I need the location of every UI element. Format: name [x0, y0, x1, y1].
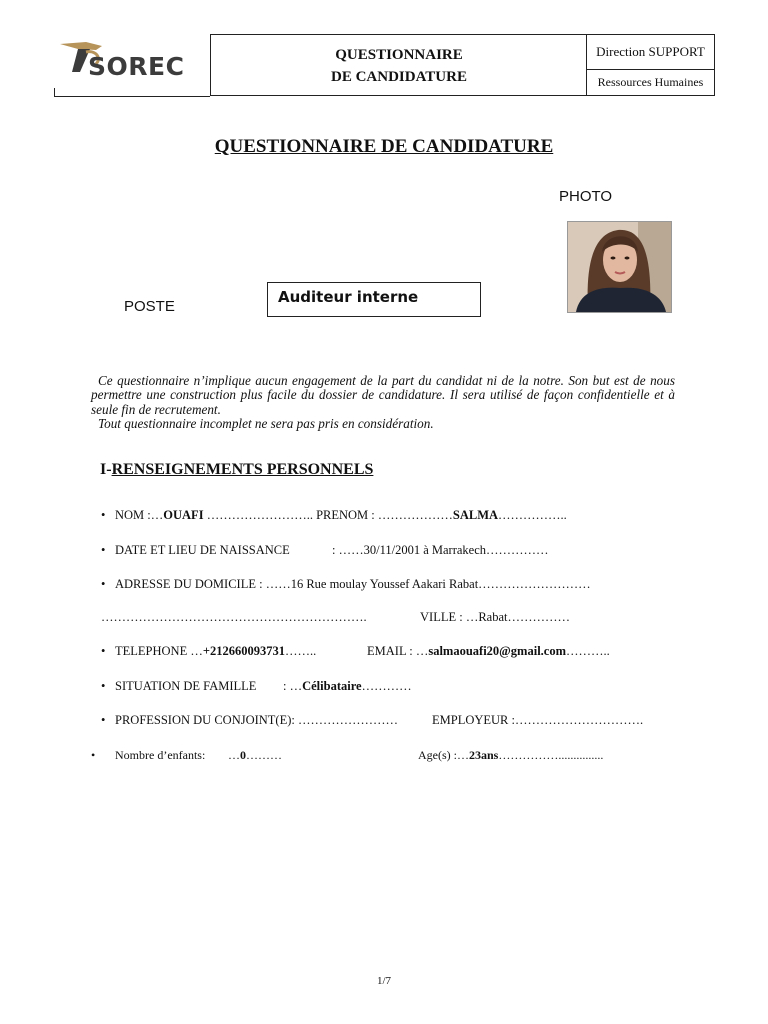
tel-label: TELEPHONE … — [115, 644, 203, 658]
enfants-dots: ……… — [246, 748, 282, 762]
intro-paragraph — [91, 374, 675, 432]
bullet-icon: • — [101, 644, 106, 658]
field-enfants — [91, 748, 205, 763]
prenom-value: SALMA — [452, 508, 499, 522]
poste-value: Auditeur interne — [267, 282, 481, 317]
age-label: Age(s) :… — [418, 748, 469, 762]
header-title-line1: QUESTIONNAIRE — [335, 47, 463, 63]
field-telephone — [101, 644, 316, 659]
bullet-icon: • — [91, 748, 96, 762]
document-header — [54, 34, 714, 96]
adresse-value: 16 Rue moulay Youssef Aakari Rabat……………………… — [290, 577, 591, 591]
situation-value: Célibataire — [302, 679, 362, 693]
email-dots: ……….. — [566, 644, 610, 658]
photo-label: PHOTO — [559, 188, 613, 205]
prenom-label: …………………….. PRENOM : ……………… — [203, 508, 453, 522]
situation-dots: ………… — [361, 679, 412, 693]
poste-label: POSTE — [124, 298, 175, 315]
field-situation — [101, 679, 256, 694]
field-naissance — [101, 543, 290, 558]
enfants-value-group — [228, 748, 282, 763]
conjoint-label: PROFESSION DU CONJOINT(E): …………………… — [115, 713, 398, 727]
header-title-line2: DE CANDIDATURE — [331, 69, 467, 85]
field-email — [367, 644, 610, 659]
page-title: QUESTIONNAIRE DE CANDIDATURE — [214, 136, 554, 157]
logo-cell — [54, 34, 210, 97]
employeur-label: EMPLOYEUR :…………………………. — [432, 713, 644, 727]
header-subdept: Ressources Humaines — [597, 75, 704, 89]
header-dept: Direction SUPPORT — [587, 35, 714, 70]
portrait-image — [568, 222, 671, 312]
section-heading: RENSEIGNEMENTS PERSONNELS — [111, 461, 374, 478]
enfants-value: 0 — [240, 748, 246, 762]
age-dots: ……………............... — [498, 748, 604, 762]
ville-label: VILLE : … — [420, 610, 479, 624]
email-label: EMAIL : … — [367, 644, 429, 658]
bullet-icon: • — [101, 679, 106, 693]
email-value: salmaouafi20@gmail.com — [428, 644, 567, 658]
enfants-label: Nombre d’enfants: — [115, 748, 206, 762]
adresse-label: ADRESSE DU DOMICILE : …… — [115, 577, 291, 591]
intro-text-1: Ce questionnaire n’implique aucun engagement de la part du candidat ni de la notre. Son but est de nous permettre une construction plus facile du dossier de candidature. Il sera utilisé de façon confidentielle et à seule fin de recrutement. — [91, 373, 675, 417]
section-prefix: I- — [100, 461, 112, 478]
situation-value-group — [283, 679, 412, 694]
bullet-icon: • — [101, 577, 106, 591]
section-title — [100, 461, 373, 479]
header-dept-cell — [586, 34, 715, 96]
prenom-dots: …………….. — [498, 508, 567, 522]
situation-prefix: : … — [283, 679, 303, 693]
field-age — [418, 748, 603, 763]
intro-text-2: Tout questionnaire incomplet ne sera pas pris en considération. — [98, 416, 434, 432]
bullet-icon: • — [101, 508, 106, 522]
bullet-icon: • — [101, 713, 106, 727]
age-value: 23ans — [469, 748, 499, 762]
candidate-photo — [567, 221, 672, 313]
bullet-icon: • — [101, 543, 106, 557]
enfants-prefix: … — [228, 748, 240, 762]
situation-label: SITUATION DE FAMILLE — [115, 679, 257, 693]
field-nom — [101, 508, 567, 523]
header-title-cell — [210, 34, 587, 96]
field-conjoint — [101, 713, 398, 728]
tel-dots: …….. — [284, 644, 317, 658]
naissance-label: DATE ET LIEU DE NAISSANCE — [115, 543, 290, 557]
field-adresse — [101, 577, 591, 592]
nom-value: OUAFI — [163, 508, 204, 522]
logo-text: SOREC — [88, 52, 185, 81]
naissance-value: : ……30/11/2001 à Marrakech…………… — [332, 543, 549, 557]
field-ville — [420, 610, 570, 625]
ville-value: Rabat…………… — [478, 610, 570, 624]
tel-value: +212660093731 — [202, 644, 285, 658]
nom-label: NOM :… — [115, 508, 164, 522]
page-number: 1/7 — [376, 975, 392, 987]
adresse-line2: ………………………………………………………. — [101, 610, 367, 624]
